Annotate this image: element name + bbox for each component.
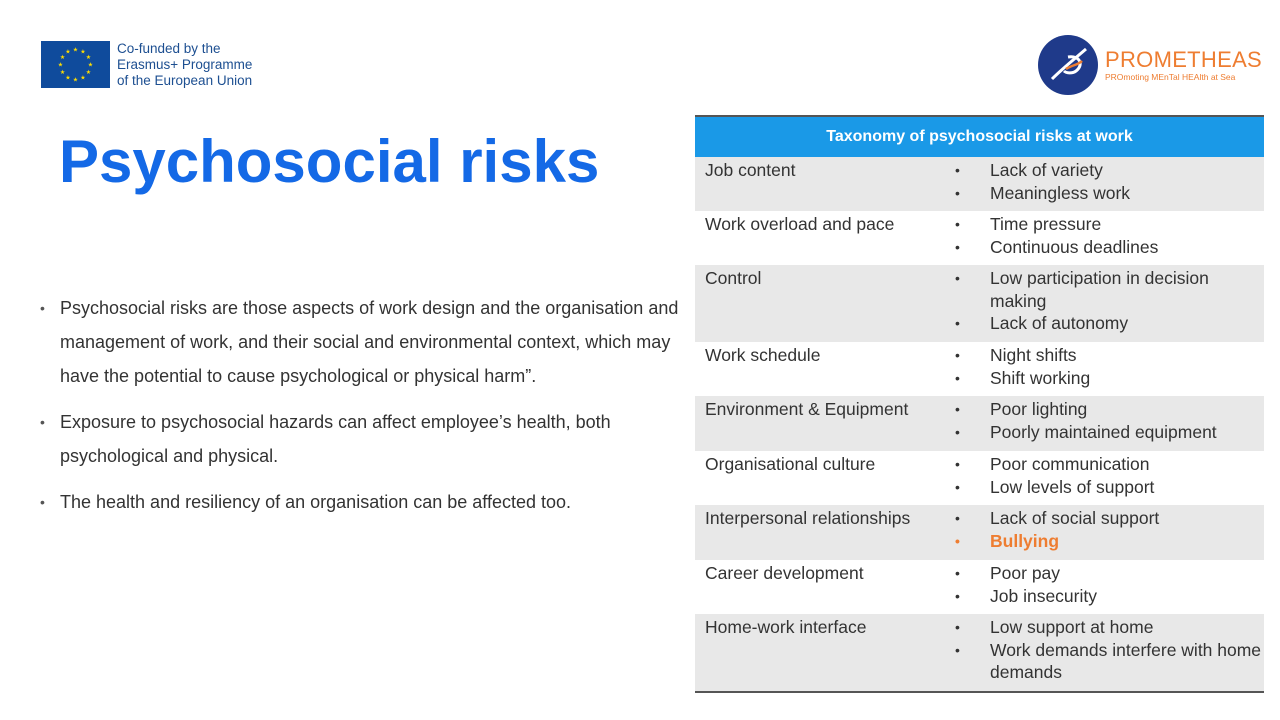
bullet-dot-icon: • [955,478,960,495]
bullet-dot-icon: • [955,162,960,178]
bullet-dot-icon: • [955,270,960,286]
bullet-dot-icon: • [955,216,960,232]
table-row [695,342,1264,396]
bullet-dot-icon: • [955,347,960,363]
risk-item-text: Meaningless work [990,182,1131,203]
prometheas-emblem-icon [1038,35,1098,95]
risk-items-list [950,265,1264,342]
eu-text-line: of the European Union [117,73,253,88]
risk-category: Work schedule [705,345,821,365]
table-header [695,115,1264,157]
risk-item-text: Time pressure [990,214,1102,234]
risk-item [950,213,1264,236]
risk-item [950,530,1264,553]
risk-item [950,344,1264,367]
eu-star-icon: ★ [72,47,79,54]
risk-items-list [950,560,1264,614]
risk-item [950,507,1264,530]
bullet-dot-icon: • [955,456,960,472]
bullet-dot-icon: • [955,510,960,526]
risk-items-list [950,211,1264,265]
risk-item [950,236,1264,259]
bullet-dot-icon: • [955,587,960,604]
bullet-dot-icon: • [955,565,960,581]
bullet-dot-icon: • [955,619,960,635]
risk-items-list [950,505,1264,560]
eu-text-line: Co-funded by the [117,41,221,56]
bullet-dot-icon: • [40,414,45,430]
bullet-dot-icon: • [955,532,960,549]
risk-items-list [950,157,1264,211]
risk-item-text: Bullying [990,530,1060,551]
eu-text-line: Erasmus+ Programme [117,57,253,72]
bullet-dot-icon: • [955,641,960,658]
risk-item [950,476,1264,499]
table-header-text: Taxonomy of psychosocial risks at work [826,128,1133,145]
brand-tagline: PROmoting MEnTal HEAlth at Sea [1105,71,1236,82]
eu-star-icon: ★ [85,55,92,61]
bullet-dot-icon: • [955,315,960,331]
table-row [695,396,1264,451]
risk-item-text: Shift working [990,367,1091,388]
table-row [695,265,1264,342]
table-body [695,157,1264,691]
risk-item [950,182,1264,205]
risk-item-text: Night shifts [990,345,1077,365]
risk-items-list [950,342,1264,396]
table-row [695,614,1264,691]
risk-item-text: Low support at home [990,617,1154,637]
eu-star-icon: ★ [59,70,66,76]
table-row [695,157,1264,211]
risk-item [950,312,1264,335]
risk-item [950,616,1264,639]
bullet-dot-icon: • [955,423,960,440]
eu-star-icon: ★ [65,75,71,82]
risk-item-text: Lack of autonomy [990,313,1129,333]
risk-item-text: Poor lighting [990,399,1088,419]
risk-category: Organisational culture [705,454,876,474]
bullet-text: Exposure to psychosocial hazards can affect employee’s health, both psychological and physical. [60,412,611,466]
risk-item-text: Poorly maintained equipment [990,421,1217,442]
risk-item [950,267,1264,312]
risk-item [950,421,1264,444]
eu-star-icon: ★ [57,62,64,69]
risk-category: Control [705,268,762,288]
risk-items-list [950,396,1264,451]
risk-item-text: Job insecurity [990,585,1097,606]
risk-item-text: Low participation in decision making [990,268,1209,311]
brand-name: PROMETHEAS [1105,46,1263,72]
risk-item-text: Poor pay [990,563,1061,583]
risk-category: Environment & Equipment [705,399,909,419]
risk-item-text: Lack of variety [990,160,1103,180]
slide-title: Psychosocial risks [59,128,600,195]
eu-star-icon: ★ [65,49,71,56]
risk-item [950,562,1264,585]
risk-item-text: Low levels of support [990,476,1155,497]
eu-star-icon: ★ [87,62,94,69]
risk-item [950,639,1264,684]
eu-star-icon: ★ [80,49,86,56]
risk-items-list [950,451,1264,505]
eu-cofunded-text [117,41,252,89]
risk-item-text: Lack of social support [990,508,1160,528]
bullet-item [40,291,680,393]
eu-cofunded-logo [41,41,252,89]
risk-item [950,585,1264,608]
risk-items-list [950,614,1264,691]
risk-item-text: Poor communication [990,454,1150,474]
table-row [695,505,1264,560]
bullet-item [40,485,680,519]
risk-item [950,367,1264,390]
taxonomy-table [695,115,1264,693]
bullet-dot-icon: • [40,300,45,316]
risk-category: Interpersonal relationships [705,508,911,528]
risk-category: Work overload and pace [705,214,895,234]
eu-star-icon: ★ [59,55,66,61]
risk-item [950,159,1264,182]
bullet-dot-icon: • [955,369,960,386]
risk-item-text: Continuous deadlines [990,236,1159,257]
bullet-item [40,405,680,473]
bullet-text: Psychosocial risks are those aspects of work design and the organisation and management of work, and their social and environmental context, which may have the potential to cause psychological or physical harm”. [60,298,679,386]
bullet-dot-icon: • [955,401,960,417]
eu-flag-icon [41,41,110,88]
risk-category: Job content [705,160,796,180]
eu-star-icon: ★ [85,70,92,76]
table-row [695,211,1264,265]
risk-item [950,453,1264,476]
risk-category: Career development [705,563,864,583]
table-row [695,560,1264,614]
bullet-text: The health and resiliency of an organisation can be affected too. [60,492,572,512]
eu-star-icon: ★ [72,77,79,84]
risk-item-text: Work demands interfere with home demands [990,639,1262,682]
bullet-list [40,291,680,531]
table-row [695,451,1264,505]
bullet-dot-icon: • [955,238,960,255]
eu-star-icon: ★ [80,75,86,82]
risk-item [950,398,1264,421]
bullet-dot-icon: • [955,184,960,201]
prometheas-logo [1038,35,1262,95]
risk-category: Home-work interface [705,617,867,637]
bullet-dot-icon: • [40,494,45,510]
